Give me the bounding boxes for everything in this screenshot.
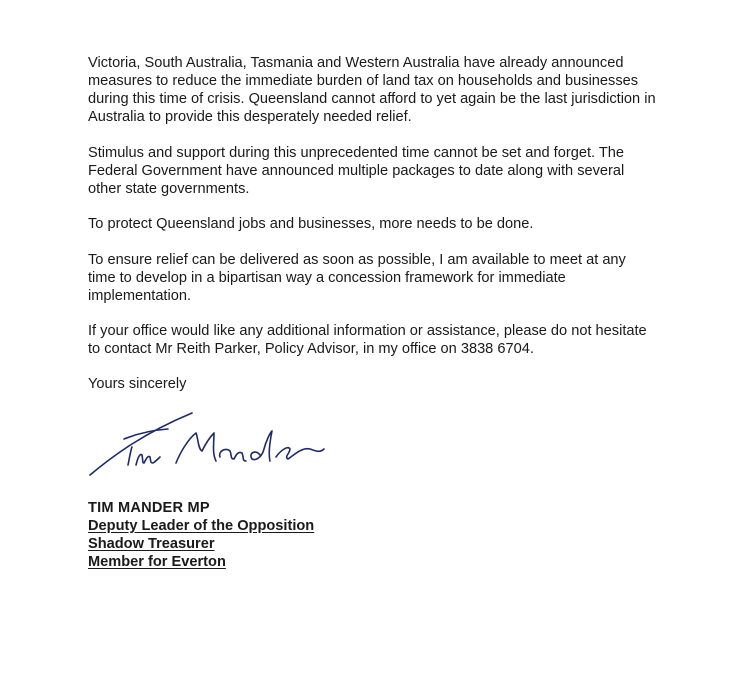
signatory-name: TIM MANDER MP [88,500,210,516]
paragraph-line: time to develop in a bipartisan way a concession framework for immediate [88,270,566,286]
signature-drawing [84,403,334,483]
signatory-title-member-for-everton: Member for Everton [88,554,226,570]
paragraph-contact [88,322,708,358]
paragraph-protect-jobs [88,215,708,233]
paragraph-stimulus [88,144,708,198]
signature-block [88,499,314,571]
paragraph-line: other state governments. [88,181,250,197]
closing-salutation: Yours sincerely [88,376,187,392]
paragraph-line: Federal Government have announced multiple packages to date along with several [88,163,625,179]
paragraph-relief-meeting [88,251,708,305]
paragraph-line: during this time of crisis. Queensland cannot afford to yet again be the last jurisdiction in [88,91,656,107]
handwritten-signature [84,403,334,483]
paragraph-line: Stimulus and support during this unprecedented time cannot be set and forget. The [88,145,624,161]
paragraph-line: Victoria, South Australia, Tasmania and Western Australia have already announced [88,55,624,71]
paragraph-line: to contact Mr Reith Parker, Policy Advisor, in my office on 3838 6704. [88,341,534,357]
signatory-title-deputy-leader: Deputy Leader of the Opposition [88,518,315,534]
signatory-title-shadow-treasurer: Shadow Treasurer [88,536,215,552]
paragraph-line: implementation. [88,288,192,304]
paragraph-line: To ensure relief can be delivered as soon as possible, I am available to meet at any [88,252,626,268]
paragraph-line: Australia to provide this desperately needed relief. [88,109,412,125]
paragraph-line: To protect Queensland jobs and businesses, more needs to be done. [88,216,534,232]
paragraph-line: If your office would like any additional information or assistance, please do not hesitate [88,323,647,339]
paragraph-land-tax [88,54,708,126]
paragraph-line: measures to reduce the immediate burden of land tax on households and businesses [88,73,639,89]
